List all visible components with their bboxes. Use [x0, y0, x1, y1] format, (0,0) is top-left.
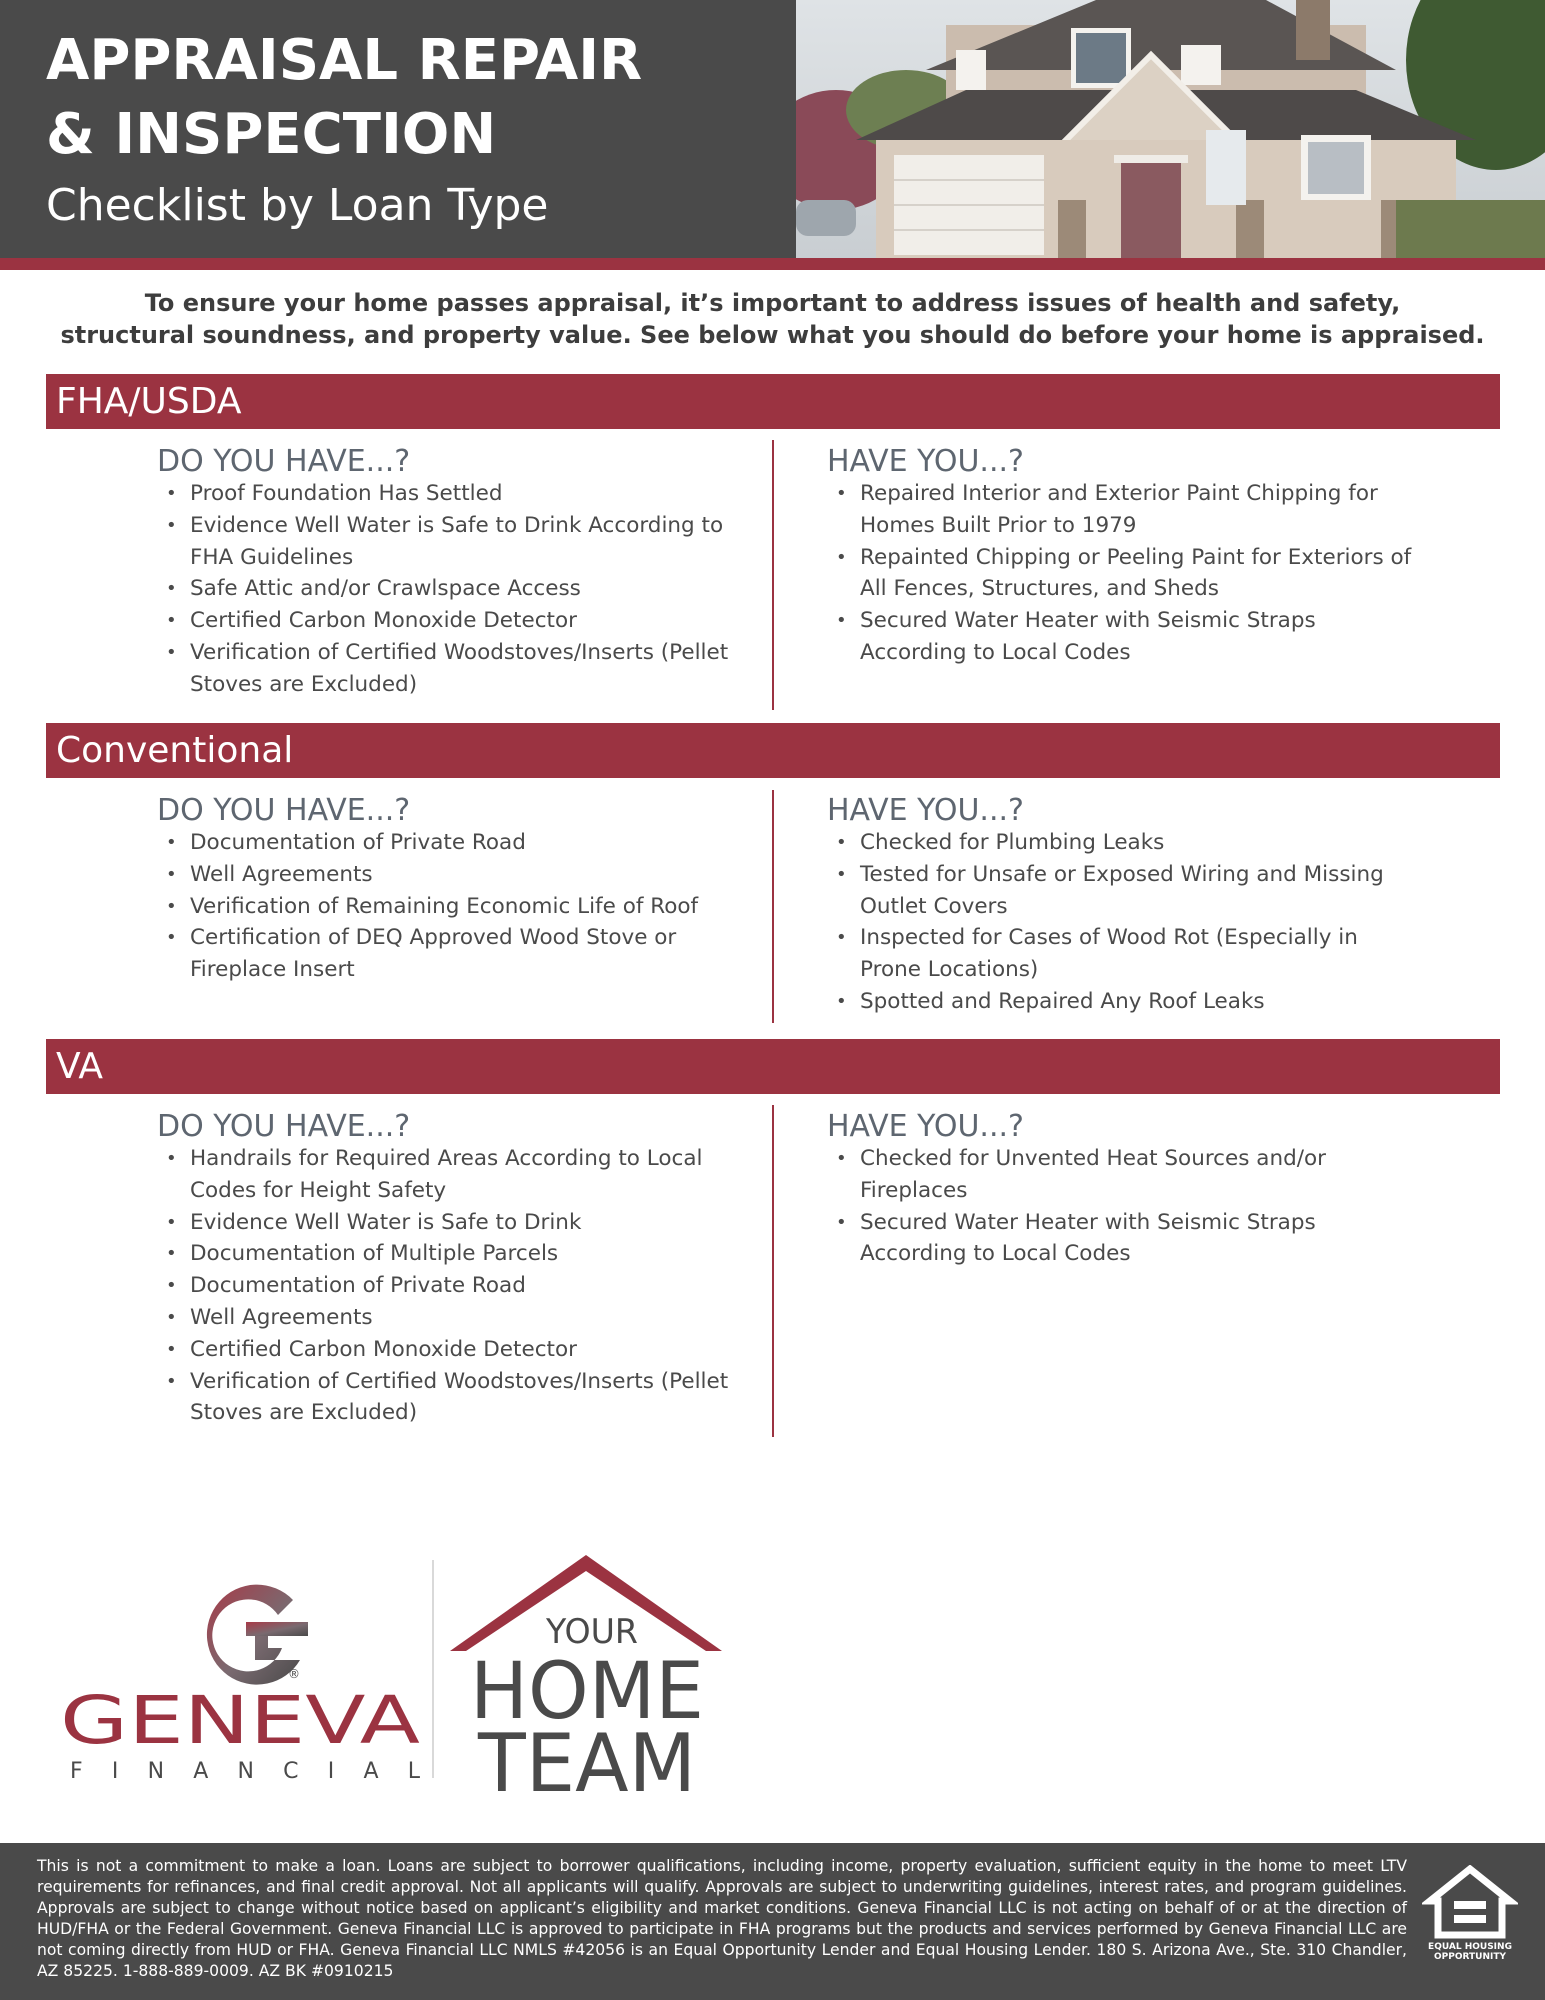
- checklist-item: • Checked for Plumbing Leaks: [827, 827, 1417, 859]
- page-title-line2: & INSPECTION: [46, 102, 497, 167]
- checklist-item: • Evidence Well Water is Safe to Drink: [157, 1207, 737, 1239]
- va-do-you-have: [157, 1109, 737, 1429]
- fha-usda-have-you: [827, 444, 1417, 669]
- checklist-item: • Well Agreements: [157, 1302, 737, 1334]
- checklist-item: • Documentation of Private Road: [157, 1270, 737, 1302]
- checklist-item: • Verification of Certified Woodstoves/Inserts (Pellet Stoves are Excluded): [157, 637, 737, 701]
- checklist: [827, 827, 1417, 1018]
- checklist-item: • Tested for Unsafe or Exposed Wiring and Missing Outlet Covers: [827, 859, 1417, 923]
- column-heading: HAVE YOU...?: [827, 444, 1024, 479]
- column-heading: HAVE YOU...?: [827, 1109, 1024, 1144]
- section-bar-fha-usda: FHA/USDA: [46, 374, 1500, 429]
- checklist-item: • Certification of DEQ Approved Wood Stove or Fireplace Insert: [157, 922, 737, 986]
- section-bar-conventional: Conventional: [46, 723, 1500, 778]
- va-have-you: [827, 1109, 1417, 1270]
- checklist-item: • Secured Water Heater with Seismic Straps According to Local Codes: [827, 1207, 1417, 1271]
- intro-text: [40, 287, 1505, 351]
- geneva-financial-logo: [60, 1570, 430, 1790]
- column-heading: DO YOU HAVE...?: [157, 793, 411, 828]
- geneva-wordmark: GENEVA: [60, 1682, 420, 1759]
- column-divider: [772, 790, 774, 1023]
- financial-wordmark: FINANCIAL: [70, 1759, 420, 1784]
- team-line-2: HOME: [470, 1647, 704, 1737]
- checklist-item: • Spotted and Repaired Any Roof Leaks: [827, 986, 1417, 1018]
- checklist-item: • Repaired Interior and Exterior Paint Chipping for Homes Built Prior to 1979: [827, 478, 1417, 542]
- header-accent-rule: [0, 258, 1545, 270]
- house-photo: [796, 0, 1545, 258]
- eho-line-2: OPPORTUNITY: [1433, 1952, 1507, 1961]
- column-heading: DO YOU HAVE...?: [157, 444, 411, 479]
- checklist-item: • Certified Carbon Monoxide Detector: [157, 605, 737, 637]
- page-subtitle: Checklist by Loan Type: [46, 180, 549, 231]
- checklist-item: • Proof Foundation Has Settled: [157, 478, 737, 510]
- your-home-team-logo: [448, 1555, 734, 1795]
- registered-mark: ®: [288, 1667, 300, 1681]
- checklist: [157, 1143, 737, 1429]
- legal-disclaimer: This is not a commitment to make a loan. Loans are subject to borrower qualifications, including income, property evaluation, sufficient equity in the home to meet LTV requirements for refinances, and final credit approval. Not all applicants will qualify. Approvals are subject to underwriting guidelines, interest rates, and program guidelines. Approvals are subject to change without notice based on applicant’s eligibility and market conditions. Geneva Financial LLC is not acting on behalf of or at the direction of HUD/FHA or the Federal Government. Geneva Financial LLC is approved to participate in FHA programs but the products and services performed by Geneva Financial LLC are not coming directly from HUD or FHA. Geneva Financial LLC NMLS #42056 is an Equal Opportunity Lender and Equal Housing Lender. 180 S. Arizona Ave., Ste. 310 Chandler, AZ 85225. 1-888-889-0009. AZ BK #0910215: [37, 1857, 1407, 1980]
- checklist-item: • Verification of Certified Woodstoves/Inserts (Pellet Stoves are Excluded): [157, 1366, 737, 1430]
- team-line-3: TEAM: [477, 1717, 696, 1795]
- page-title-line1: APPRAISAL REPAIR: [46, 28, 643, 93]
- checklist-item: • Checked for Unvented Heat Sources and/or Fireplaces: [827, 1143, 1417, 1207]
- checklist-item: • Certified Carbon Monoxide Detector: [157, 1334, 737, 1366]
- intro-line-2: structural soundness, and property value. See below what you should do before your home is appraised.: [60, 321, 1485, 349]
- conventional-do-you-have: [157, 793, 737, 986]
- checklist-item: • Evidence Well Water is Safe to Drink According to FHA Guidelines: [157, 510, 737, 574]
- logo-divider: [432, 1560, 434, 1778]
- section-bar-va: VA: [46, 1039, 1500, 1094]
- checklist: [157, 478, 737, 701]
- intro-line-1: To ensure your home passes appraisal, it’s important to address issues of health and safety,: [144, 289, 1401, 317]
- column-heading: HAVE YOU...?: [827, 793, 1024, 828]
- checklist-item: • Documentation of Private Road: [157, 827, 737, 859]
- column-divider: [772, 1105, 774, 1437]
- checklist: [827, 478, 1417, 669]
- checklist-item: • Secured Water Heater with Seismic Straps According to Local Codes: [827, 605, 1417, 669]
- fha-usda-do-you-have: [157, 444, 737, 701]
- checklist-item: • Verification of Remaining Economic Life of Roof: [157, 891, 737, 923]
- eho-line-1: EQUAL HOUSING: [1428, 1942, 1512, 1952]
- team-line-1: YOUR: [545, 1612, 638, 1652]
- header: [0, 0, 1545, 258]
- checklist: [827, 1143, 1417, 1270]
- column-heading: DO YOU HAVE...?: [157, 1109, 411, 1144]
- checklist-item: • Well Agreements: [157, 859, 737, 891]
- checklist: [157, 827, 737, 986]
- equal-housing-opportunity-logo: [1422, 1865, 1518, 1961]
- footer: [0, 1843, 1545, 2000]
- conventional-have-you: [827, 793, 1417, 1018]
- page-title: [46, 24, 642, 172]
- checklist-item: • Inspected for Cases of Wood Rot (Especially in Prone Locations): [827, 922, 1417, 986]
- column-divider: [772, 440, 774, 710]
- checklist-item: • Repainted Chipping or Peeling Paint for Exteriors of All Fences, Structures, and Sheds: [827, 542, 1417, 606]
- checklist-item: • Safe Attic and/or Crawlspace Access: [157, 573, 737, 605]
- checklist-item: • Documentation of Multiple Parcels: [157, 1238, 737, 1270]
- checklist-item: • Handrails for Required Areas According to Local Codes for Height Safety: [157, 1143, 737, 1207]
